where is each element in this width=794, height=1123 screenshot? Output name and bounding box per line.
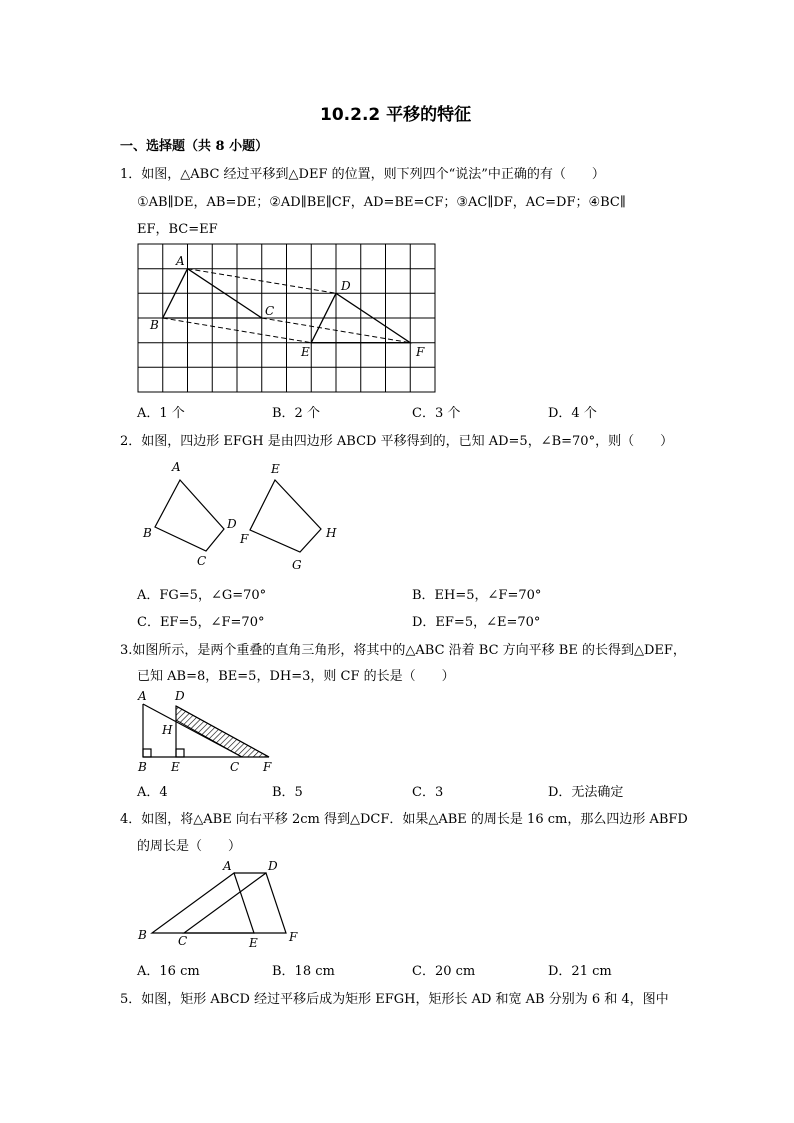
q2-option-d[interactable]: D．EF=5，∠E=70° <box>412 615 541 630</box>
q1-statements-line1: ①AB∥DE，AB=DE；②AD∥BE∥CF，AD=BE=CF；③AC∥DF，AC=DF；④BC∥ <box>137 195 626 210</box>
q2-quadrilaterals-figure <box>140 455 350 575</box>
label-D: D <box>268 859 278 873</box>
q3-triangles-figure <box>135 688 285 778</box>
page-title: 10.2.2 平移的特征 <box>320 105 472 125</box>
label-B: B <box>138 760 147 774</box>
label-E: E <box>301 345 310 359</box>
q3-option-d[interactable]: D．无法确定 <box>548 785 624 800</box>
label-A: A <box>176 254 185 268</box>
q4-option-d[interactable]: D．21 cm <box>548 964 612 979</box>
q2-option-c[interactable]: C．EF=5，∠F=70° <box>137 615 265 630</box>
label-G: G <box>292 558 302 572</box>
q5-stem: 5．如图，矩形 ABCD 经过平移后成为矩形 EFGH，矩形长 AD 和宽 AB 分别为 6 和 4，图中 <box>120 992 669 1007</box>
label-B: B <box>138 928 147 942</box>
q1-option-a[interactable]: A．1 个 <box>137 406 185 421</box>
q3-option-b[interactable]: B．5 <box>272 785 303 800</box>
label-H: H <box>326 526 337 540</box>
q1-option-b[interactable]: B．2 个 <box>272 406 320 421</box>
q2-stem: 2．如图，四边形 EFGH 是由四边形 ABCD 平移得到的，已知 AD=5，∠B=70°，则（ ） <box>120 434 674 449</box>
label-A: A <box>138 689 147 703</box>
label-C: C <box>178 934 188 948</box>
label-H: H <box>162 723 173 737</box>
q1-grid-figure <box>138 244 438 394</box>
label-F: F <box>240 532 249 546</box>
label-E: E <box>171 760 180 774</box>
label-F: F <box>263 760 272 774</box>
q4-option-a[interactable]: A．16 cm <box>137 964 200 979</box>
label-D: D <box>341 279 351 293</box>
q4-stem: 4．如图，将△ABE 向右平移 2cm 得到△DCF．如果△ABE 的周长是 16 cm，那么四边形 ABFD <box>120 812 688 827</box>
q4-option-c[interactable]: C．20 cm <box>412 964 476 979</box>
section-heading: 一、选择题（共 8 小题） <box>120 139 269 154</box>
q3-option-c[interactable]: C．3 <box>412 785 444 800</box>
label-A: A <box>172 460 181 474</box>
q2-option-a[interactable]: A．FG=5，∠G=70° <box>137 588 267 603</box>
q1-statements-line2: EF，BC=EF <box>137 222 218 237</box>
q3-option-a[interactable]: A．4 <box>137 785 168 800</box>
label-C: C <box>230 760 240 774</box>
label-B: B <box>143 526 152 540</box>
q4-stem-line2: 的周长是（ ） <box>137 839 242 854</box>
label-D: D <box>175 689 185 703</box>
label-F: F <box>289 930 298 944</box>
label-C: C <box>197 554 207 568</box>
q1-stem: 1．如图，△ABC 经过平移到△DEF 的位置，则下列四个“说法”中正确的有（ ） <box>120 167 605 182</box>
label-D: D <box>227 517 237 531</box>
q4-translation-figure <box>135 858 315 953</box>
q2-option-b[interactable]: B．EH=5，∠F=70° <box>412 588 542 603</box>
q3-stem: 3.如图所示，是两个重叠的直角三角形，将其中的△ABC 沿着 BC 方向平移 BE 的长得到△DEF， <box>120 643 686 658</box>
label-E: E <box>271 462 280 476</box>
q3-stem-line2: 已知 AB=8，BE=5，DH=3，则 CF 的长是（ ） <box>137 669 455 684</box>
q1-option-c[interactable]: C．3 个 <box>412 406 461 421</box>
q4-option-b[interactable]: B．18 cm <box>272 964 335 979</box>
label-C: C <box>265 304 275 318</box>
q1-option-d[interactable]: D．4 个 <box>548 406 597 421</box>
label-E: E <box>249 936 258 950</box>
label-F: F <box>416 345 425 359</box>
label-A: A <box>223 859 232 873</box>
label-B: B <box>150 318 159 332</box>
